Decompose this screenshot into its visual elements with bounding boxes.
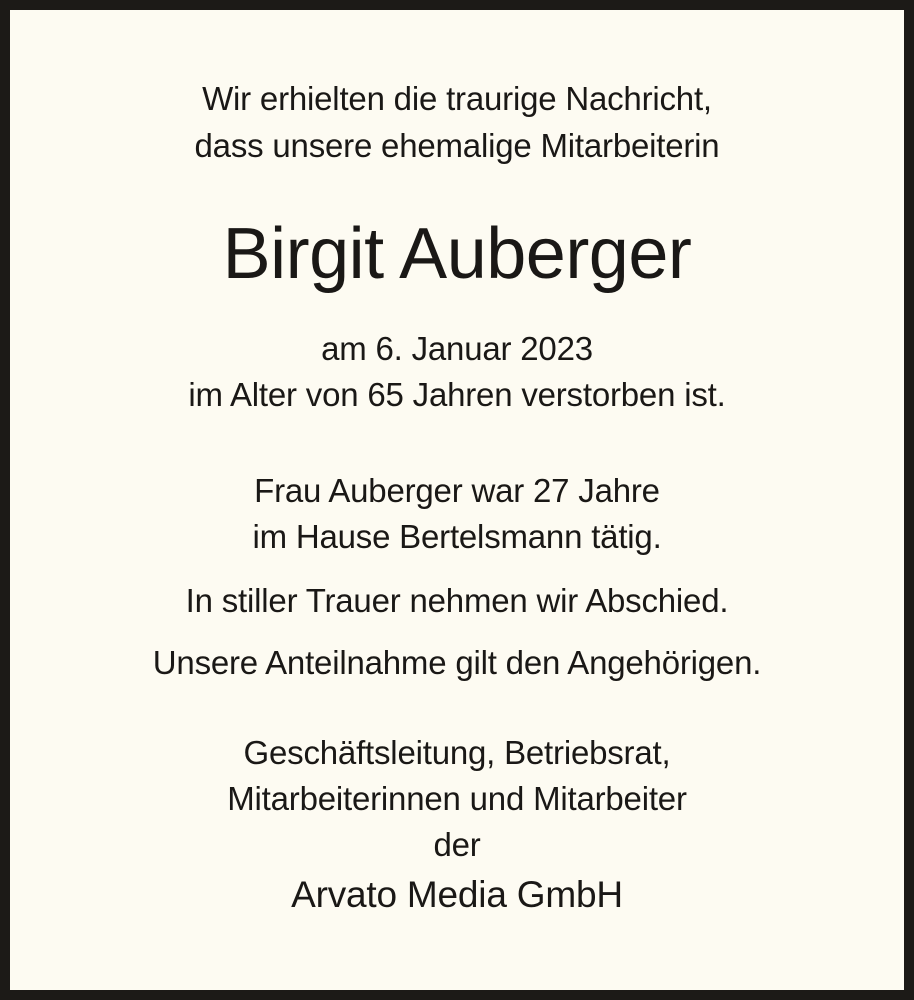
- intro-line-2: dass unsere ehemalige Mitarbeiterin: [194, 127, 720, 164]
- signers-line-3: der: [433, 826, 481, 863]
- condolence-line: Unsere Anteilnahme gilt den Angehörigen.: [152, 644, 762, 681]
- signers-line-1: Geschäftsleitung, Betriebsrat,: [243, 734, 671, 771]
- company-name: Arvato Media GmbH: [291, 874, 623, 915]
- age-line: im Alter von 65 Jahren verstorben ist.: [188, 376, 726, 413]
- obituary-notice: [10, 10, 904, 990]
- tenure-line-2: im Hause Bertelsmann tätig.: [252, 518, 662, 555]
- tenure-line-1: Frau Auberger war 27 Jahre: [254, 472, 660, 509]
- intro-line-1: Wir erhielten die traurige Nachricht,: [202, 80, 712, 117]
- deceased-name: Birgit Auberger: [222, 214, 692, 294]
- signers-line-2: Mitarbeiterinnen und Mitarbeiter: [227, 780, 687, 817]
- date-line: am 6. Januar 2023: [321, 330, 593, 367]
- farewell-line: In stiller Trauer nehmen wir Abschied.: [185, 582, 729, 619]
